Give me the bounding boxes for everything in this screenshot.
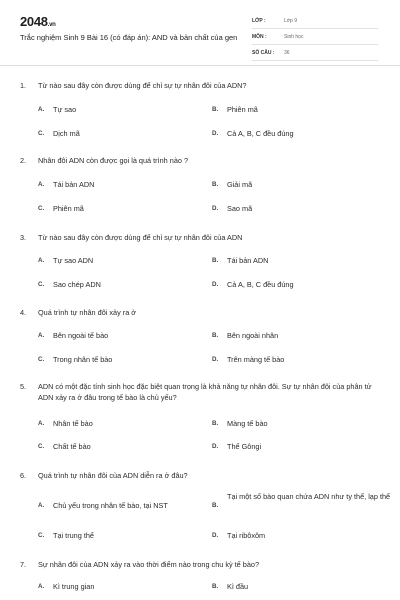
meta-value: 36 [284,50,290,56]
option-text: Tại ribôxôm [227,531,266,540]
option-text: Sao mã [227,204,253,213]
option-text: Sao chép ADN [53,280,101,289]
question-text: Từ nào sau đây còn được dùng để chỉ sự tự nhân đôi của ADN? [38,81,247,90]
option-text: Chất tế bào [53,442,91,451]
option-letter: B. [212,502,219,509]
question-number: 7. [20,560,27,569]
option-text: Kì đầu [227,582,249,591]
option-letter: D. [212,532,219,539]
option-text: Phiên mã [227,105,258,114]
option-letter: D. [212,443,219,450]
meta-key: SỐ CÂU : [252,50,275,56]
question-text: Sự nhân đôi của ADN xảy ra vào thời điểm nào trong chu kỳ tế bào? [38,560,260,569]
meta-row-class [252,15,378,29]
option-letter: B. [212,583,219,590]
option-text: Tái bản ADN [53,180,95,189]
option-letter: C. [38,443,45,450]
question-4 [20,307,386,318]
option-letter: C. [38,532,45,539]
option-letter: B. [212,257,219,264]
option-letter: A. [38,420,45,427]
header-divider [0,65,400,66]
option-letter: A. [38,583,45,590]
option-text: Tự sao ADN [53,256,94,265]
question-3 [20,232,386,243]
option-text: Kì trung gian [53,582,95,591]
question-number: 6. [20,471,27,480]
option-letter: C. [38,281,45,288]
option-letter: C. [38,356,45,363]
question-7 [20,559,386,570]
option-text: Cả A, B, C đều đúng [227,280,294,289]
option-letter: D. [212,130,219,137]
option-text: Tại trung thể [53,531,94,540]
question-text: ADN có một đặc tính sinh học đặc biệt quan trọng là khả năng tự nhân đôi. Sự tự nhân đôi của phân tử ADN xảy ra ở đâu trong tế bào là chủ yếu? [38,382,372,402]
option-text: Cả A, B, C đều đúng [227,129,294,138]
option-letter: A. [38,502,45,509]
option-text: Giải mã [227,180,253,189]
option-text: Nhân tế bào [53,419,93,428]
meta-value: Lớp 9 [284,18,298,24]
option-letter: D. [212,281,219,288]
option-letter: B. [212,181,219,188]
option-letter: D. [212,356,219,363]
option-text: Bên ngoài tế bào [53,331,109,340]
option-text: Bên ngoài nhân [227,331,279,340]
option-text: Phiên mã [53,204,84,213]
site-logo[interactable]: 2048.vn [20,14,56,29]
meta-table [252,15,378,63]
meta-value: Sinh học [284,34,304,40]
question-1 [20,80,386,91]
document-title: Trắc nghiệm Sinh 9 Bài 16 (có đáp án): AND và bản chất của gen [20,33,238,42]
question-text: Nhân đôi ADN còn được gọi là quá trình nào ? [38,156,189,165]
option-letter: B. [212,106,219,113]
option-text: Màng tế bào [227,419,268,428]
option-text: Tái bản ADN [227,256,269,265]
question-number: 3. [20,233,27,242]
option-letter: B. [212,420,219,427]
question-number: 4. [20,308,27,317]
question-5 [20,381,386,403]
option-text: Tại một số bào quan chứa ADN như ty thể, lạp thể [227,492,391,501]
question-6 [20,470,386,481]
option-text: Thể Gôngi [227,442,262,451]
option-text: Chủ yếu trong nhân tế bào, tại NST [53,501,168,510]
question-number: 1. [20,81,27,90]
question-text: Quá trình tự nhân đôi của ADN diễn ra ở đâu? [38,471,188,480]
option-letter: B. [212,332,219,339]
option-letter: A. [38,181,45,188]
question-2 [20,155,386,166]
meta-key: LỚP : [252,18,266,24]
option-letter: A. [38,106,45,113]
meta-row-subject [252,31,378,45]
option-letter: A. [38,257,45,264]
option-text: Trên màng tế bào [227,355,285,364]
option-text: Dịch mã [53,129,80,138]
question-number: 2. [20,156,27,165]
question-text: Từ nào sau đây còn được dùng để chỉ sự tự nhân đôi của ADN [38,233,243,242]
option-text: Trong nhân tế bào [53,355,113,364]
option-letter: A. [38,332,45,339]
option-text: Tự sao [53,105,77,114]
option-letter: D. [212,205,219,212]
option-letter: C. [38,130,45,137]
meta-row-count [252,47,378,61]
question-text: Quá trình tự nhân đôi xảy ra ở [38,308,137,317]
question-number: 5. [20,382,27,391]
option-letter: C. [38,205,45,212]
meta-key: MÔN : [252,34,267,40]
